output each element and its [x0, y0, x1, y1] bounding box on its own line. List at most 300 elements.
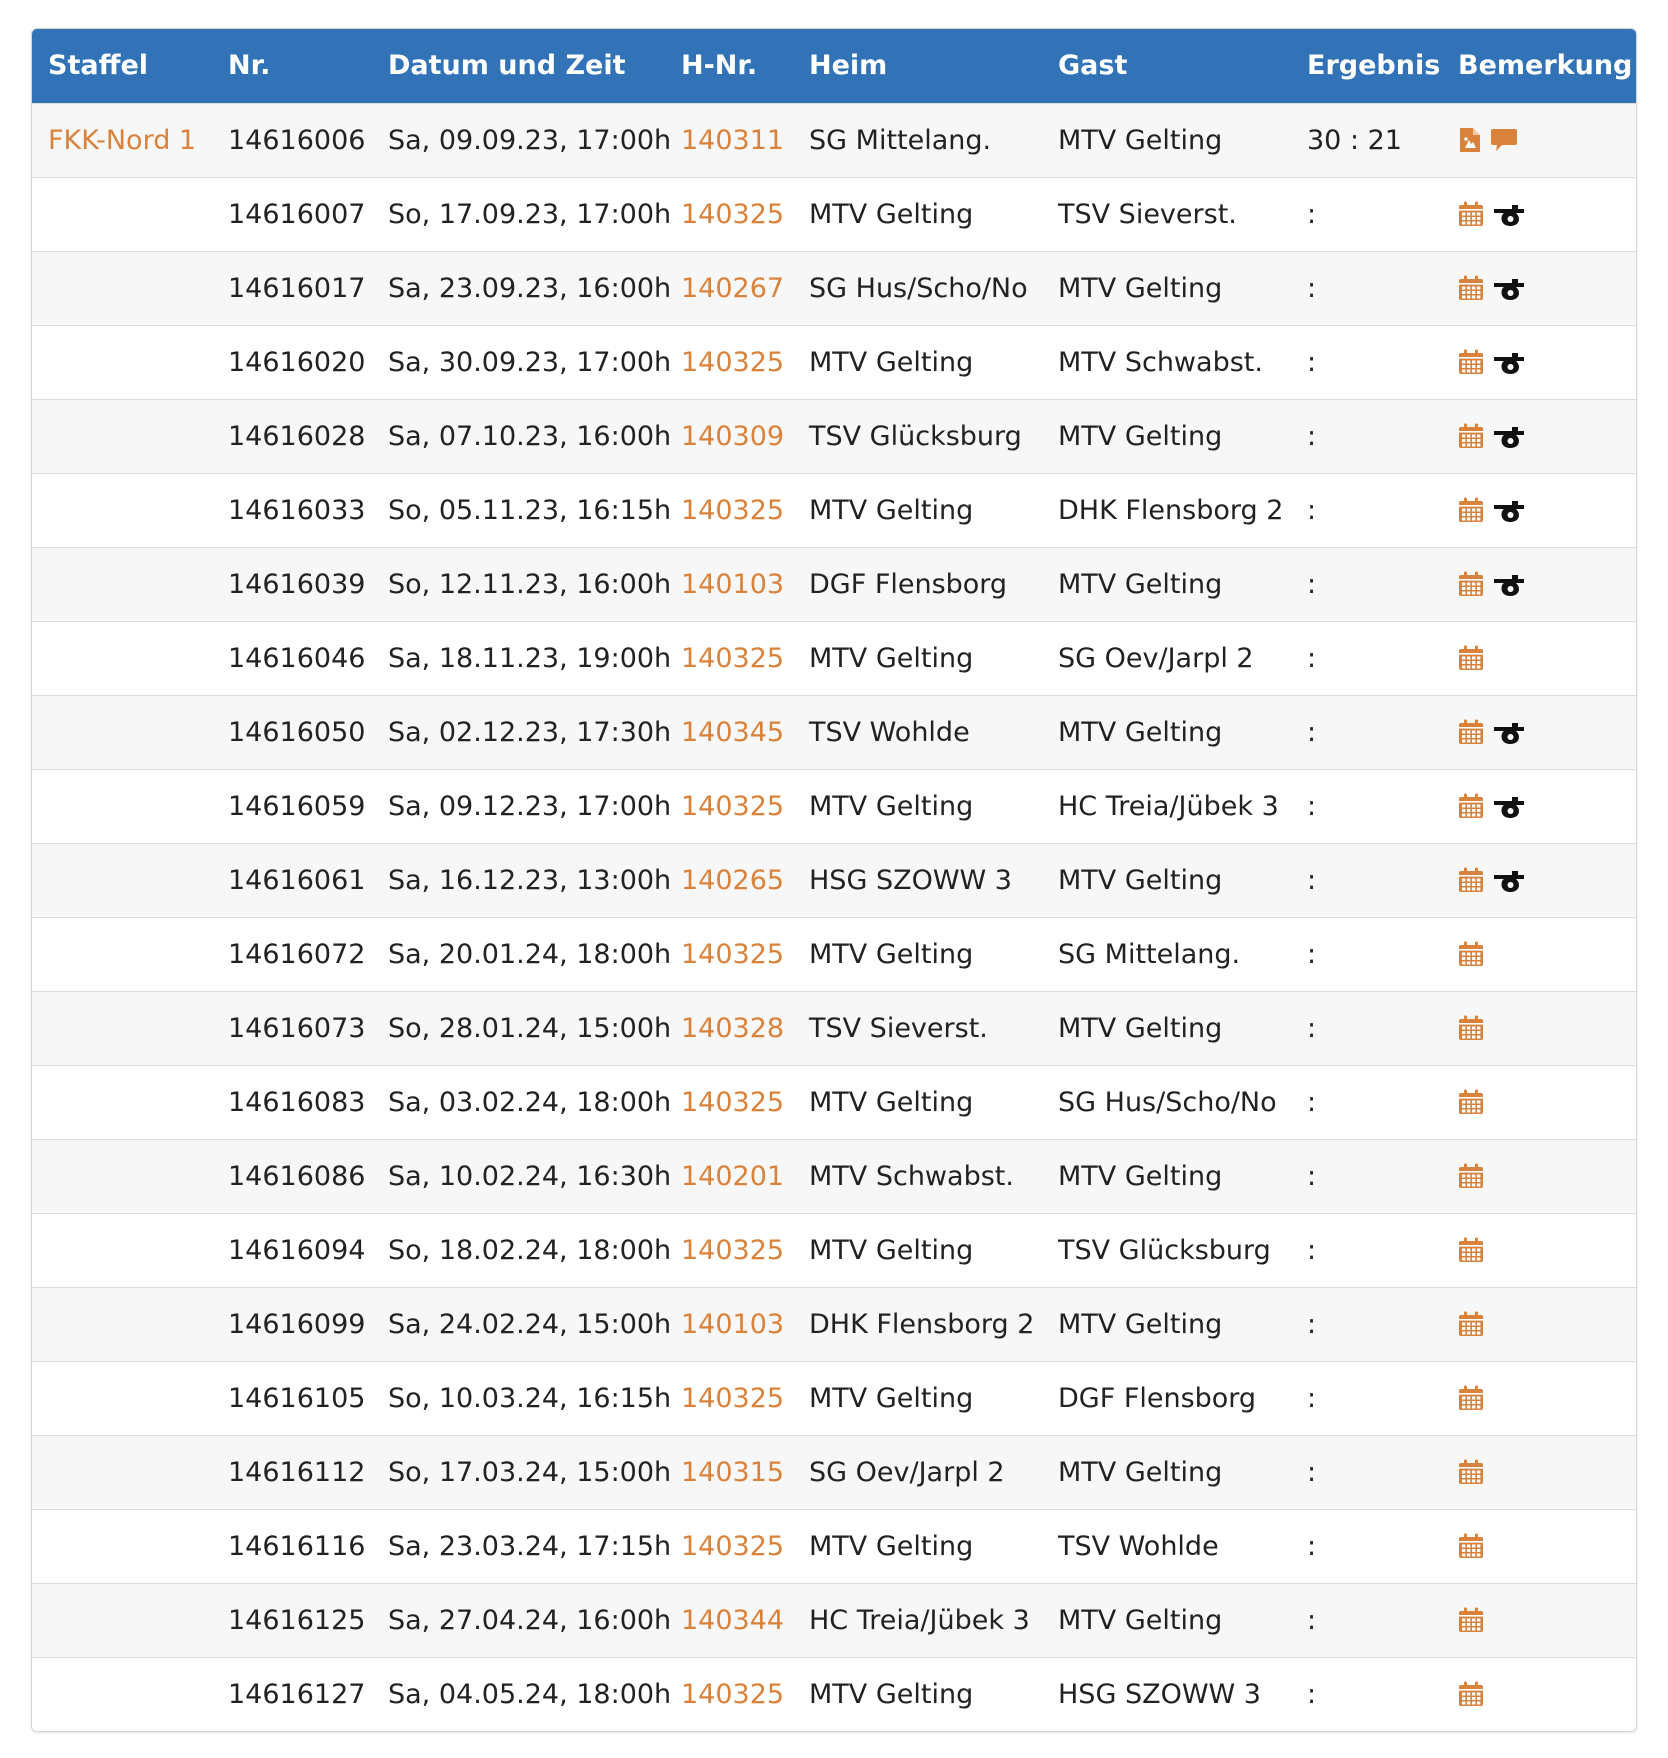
whistle-icon[interactable] [1492, 423, 1526, 449]
cell-nr [212, 547, 372, 621]
calendar-icon[interactable] [1458, 423, 1484, 449]
cell-datum-text: Sa, 23.03.24, 17:15h [388, 1530, 672, 1562]
table-row [32, 103, 1636, 177]
cell-heim [793, 547, 1042, 621]
cell-heim [793, 103, 1042, 177]
cell-gast-text: MTV Gelting [1058, 1160, 1223, 1192]
cell-nr-text: 14616046 [228, 642, 366, 674]
cell-heim [793, 399, 1042, 473]
cell-gast-text: MTV Schwabst. [1058, 346, 1263, 378]
comment-icon[interactable] [1490, 127, 1518, 153]
cell-hnr-text[interactable]: 140325 [681, 1234, 785, 1266]
bemerkung-icons [1458, 719, 1636, 745]
cell-heim [793, 991, 1042, 1065]
cell-heim-text: TSV Glücksburg [809, 420, 1022, 452]
cell-heim-text: TSV Wohlde [809, 716, 970, 748]
cell-nr-text: 14616112 [228, 1456, 366, 1488]
cell-ergebnis [1291, 1657, 1442, 1731]
cell-ergebnis [1291, 1213, 1442, 1287]
calendar-icon[interactable] [1458, 941, 1484, 967]
cell-hnr [665, 991, 793, 1065]
cell-datum-text: Sa, 09.12.23, 17:00h [388, 790, 672, 822]
cell-nr [212, 1287, 372, 1361]
cell-staffel [32, 325, 212, 399]
cell-datum [372, 1287, 672, 1361]
cell-nr-text: 14616083 [228, 1086, 366, 1118]
calendar-icon[interactable] [1458, 1163, 1484, 1189]
header-gast: Gast [1058, 50, 1128, 82]
calendar-icon[interactable] [1458, 1607, 1484, 1633]
cell-datum-text: Sa, 20.01.24, 18:00h [388, 938, 672, 970]
cell-ergebnis [1291, 1509, 1442, 1583]
cell-hnr-text[interactable]: 140325 [681, 346, 785, 378]
cell-gast [1042, 695, 1291, 769]
cell-datum [372, 1509, 672, 1583]
cell-hnr-text[interactable]: 140311 [681, 124, 785, 156]
whistle-icon[interactable] [1492, 349, 1526, 375]
cell-bemerkung [1442, 1435, 1636, 1509]
cell-bemerkung [1442, 1287, 1636, 1361]
cell-heim [793, 1361, 1042, 1435]
cell-bemerkung [1442, 1509, 1636, 1583]
cell-datum-text: So, 18.02.24, 18:00h [388, 1234, 672, 1266]
cell-gast [1042, 251, 1291, 325]
cell-nr [212, 1509, 372, 1583]
cell-ergebnis [1291, 1583, 1442, 1657]
cell-hnr-text[interactable]: 140325 [681, 198, 785, 230]
cell-heim [793, 177, 1042, 251]
bemerkung-icons [1458, 1311, 1636, 1337]
calendar-icon[interactable] [1458, 1015, 1484, 1041]
table-row [32, 1065, 1636, 1139]
cell-ergebnis [1291, 1065, 1442, 1139]
cell-hnr-text[interactable]: 140345 [681, 716, 785, 748]
cell-datum-text: Sa, 27.04.24, 16:00h [388, 1604, 672, 1636]
header-nr: Nr. [228, 50, 271, 82]
cell-hnr [665, 695, 793, 769]
calendar-icon[interactable] [1458, 1311, 1484, 1337]
cell-heim [793, 769, 1042, 843]
cell-hnr [665, 1657, 793, 1731]
cell-heim-text: MTV Gelting [809, 790, 974, 822]
cell-gast [1042, 1435, 1291, 1509]
cell-ergebnis [1291, 917, 1442, 991]
table-row [32, 547, 1636, 621]
bemerkung-icons [1458, 1385, 1636, 1411]
cell-gast [1042, 1139, 1291, 1213]
cell-gast-text: MTV Gelting [1058, 1456, 1223, 1488]
cell-datum-text: Sa, 04.05.24, 18:00h [388, 1678, 672, 1710]
cell-hnr [665, 1139, 793, 1213]
cell-heim-text: MTV Gelting [809, 346, 974, 378]
cell-gast-text: TSV Sieverst. [1058, 198, 1237, 230]
cell-ergebnis [1291, 1361, 1442, 1435]
cell-staffel [32, 177, 212, 251]
cell-heim [793, 695, 1042, 769]
cell-datum [372, 1361, 672, 1435]
cell-ergebnis [1291, 103, 1442, 177]
cell-bemerkung [1442, 1583, 1636, 1657]
cell-heim-text: HC Treia/Jübek 3 [809, 1604, 1030, 1636]
cell-ergebnis [1291, 177, 1442, 251]
cell-datum-text: So, 17.03.24, 15:00h [388, 1456, 672, 1488]
calendar-icon[interactable] [1458, 275, 1484, 301]
cell-nr [212, 1435, 372, 1509]
cell-gast-text: MTV Gelting [1058, 420, 1223, 452]
cell-datum-text: So, 10.03.24, 16:15h [388, 1382, 672, 1414]
cell-hnr [665, 621, 793, 695]
cell-heim-text: MTV Gelting [809, 1530, 974, 1562]
cell-ergebnis [1291, 547, 1442, 621]
cell-nr-text: 14616094 [228, 1234, 366, 1266]
cell-hnr [665, 325, 793, 399]
cell-heim-text: SG Mittelang. [809, 124, 992, 156]
cell-nr [212, 177, 372, 251]
cell-ergebnis-text: : [1307, 346, 1317, 378]
cell-heim [793, 251, 1042, 325]
cell-hnr-text[interactable]: 140325 [681, 938, 785, 970]
bemerkung-icons [1458, 127, 1636, 153]
cell-gast-text: TSV Glücksburg [1058, 1234, 1271, 1266]
calendar-icon[interactable] [1458, 497, 1484, 523]
cell-gast [1042, 177, 1291, 251]
cell-hnr-text[interactable]: 140325 [681, 494, 785, 526]
cell-bemerkung [1442, 1361, 1636, 1435]
cell-hnr-text[interactable]: 140325 [681, 642, 785, 674]
cell-gast-text: MTV Gelting [1058, 1604, 1223, 1636]
cell-hnr [665, 917, 793, 991]
cell-gast [1042, 399, 1291, 473]
table-row [32, 991, 1636, 1065]
cell-ergebnis-text: : [1307, 1530, 1317, 1562]
calendar-icon[interactable] [1458, 571, 1484, 597]
cell-gast-text: TSV Wohlde [1058, 1530, 1219, 1562]
cell-gast [1042, 1287, 1291, 1361]
cell-nr [212, 843, 372, 917]
table-row [32, 769, 1636, 843]
cell-staffel [32, 695, 212, 769]
cell-ergebnis [1291, 399, 1442, 473]
cell-heim [793, 1287, 1042, 1361]
table-row [32, 1657, 1636, 1731]
cell-ergebnis [1291, 1139, 1442, 1213]
bemerkung-icons [1458, 1163, 1636, 1189]
cell-staffel [32, 547, 212, 621]
cell-hnr-text[interactable]: 140325 [681, 1086, 785, 1118]
cell-datum [372, 917, 672, 991]
bemerkung-icons [1458, 941, 1636, 967]
cell-bemerkung [1442, 917, 1636, 991]
cell-nr-text: 14616020 [228, 346, 366, 378]
cell-nr-text: 14616059 [228, 790, 366, 822]
bemerkung-icons [1458, 1607, 1636, 1633]
table-header-row [32, 29, 1636, 103]
bemerkung-icons [1458, 275, 1636, 301]
calendar-icon[interactable] [1458, 645, 1484, 671]
cell-staffel [32, 1139, 212, 1213]
cell-staffel [32, 1435, 212, 1509]
header-datum: Datum und Zeit [388, 50, 626, 82]
cell-gast-text: MTV Gelting [1058, 124, 1223, 156]
cell-datum [372, 103, 672, 177]
cell-nr [212, 1361, 372, 1435]
bemerkung-icons [1458, 867, 1636, 893]
table-row [32, 1583, 1636, 1657]
bemerkung-icons [1458, 1459, 1636, 1485]
calendar-icon[interactable] [1458, 1089, 1484, 1115]
cell-ergebnis-text: : [1307, 790, 1317, 822]
cell-staffel [32, 1065, 212, 1139]
cell-nr-text: 14616033 [228, 494, 366, 526]
cell-gast [1042, 1065, 1291, 1139]
cell-heim [793, 1657, 1042, 1731]
cell-nr [212, 991, 372, 1065]
cell-gast [1042, 917, 1291, 991]
cell-heim [793, 1139, 1042, 1213]
cell-bemerkung [1442, 547, 1636, 621]
cell-hnr-text[interactable]: 140309 [681, 420, 785, 452]
calendar-icon[interactable] [1458, 1681, 1484, 1707]
cell-hnr [665, 1361, 793, 1435]
header-hnr: H-Nr. [681, 50, 758, 82]
cell-nr-text: 14616017 [228, 272, 366, 304]
calendar-icon[interactable] [1458, 867, 1484, 893]
bemerkung-icons [1458, 1089, 1636, 1115]
cell-hnr-text[interactable]: 140325 [681, 790, 785, 822]
table-row [32, 1509, 1636, 1583]
cell-datum [372, 547, 672, 621]
cell-ergebnis-text: : [1307, 938, 1317, 970]
cell-gast-text: MTV Gelting [1058, 272, 1223, 304]
cell-hnr-text[interactable]: 140325 [681, 1530, 785, 1562]
cell-nr-text: 14616028 [228, 420, 366, 452]
cell-ergebnis-text: : [1307, 1382, 1317, 1414]
whistle-icon[interactable] [1492, 275, 1526, 301]
cell-hnr [665, 103, 793, 177]
cell-nr-text: 14616007 [228, 198, 366, 230]
cell-nr [212, 1213, 372, 1287]
cell-heim [793, 1509, 1042, 1583]
cell-nr-text: 14616050 [228, 716, 366, 748]
calendar-icon[interactable] [1458, 1237, 1484, 1263]
whistle-icon[interactable] [1492, 201, 1526, 227]
cell-datum-text: So, 12.11.23, 16:00h [388, 568, 672, 600]
cell-hnr [665, 177, 793, 251]
cell-ergebnis [1291, 695, 1442, 769]
cell-datum-text: Sa, 02.12.23, 17:30h [388, 716, 672, 748]
cell-staffel [32, 1583, 212, 1657]
whistle-icon[interactable] [1492, 719, 1526, 745]
cell-datum-text: So, 28.01.24, 15:00h [388, 1012, 672, 1044]
cell-hnr-text[interactable]: 140328 [681, 1012, 785, 1044]
cell-gast [1042, 621, 1291, 695]
cell-hnr [665, 251, 793, 325]
cell-hnr-text[interactable]: 140267 [681, 272, 785, 304]
table-row [32, 1139, 1636, 1213]
report-icon[interactable] [1458, 127, 1482, 153]
cell-nr [212, 251, 372, 325]
cell-ergebnis-text: : [1307, 420, 1317, 452]
cell-staffel [32, 621, 212, 695]
cell-ergebnis [1291, 843, 1442, 917]
cell-heim-text: MTV Gelting [809, 1086, 974, 1118]
cell-staffel [32, 1287, 212, 1361]
cell-hnr-text[interactable]: 140325 [681, 1382, 785, 1414]
cell-datum [372, 991, 672, 1065]
cell-gast [1042, 547, 1291, 621]
cell-heim-text: MTV Gelting [809, 198, 974, 230]
cell-datum [372, 251, 672, 325]
cell-bemerkung [1442, 473, 1636, 547]
bemerkung-icons [1458, 793, 1636, 819]
cell-staffel [32, 1509, 212, 1583]
cell-nr [212, 769, 372, 843]
cell-heim-text: MTV Gelting [809, 1678, 974, 1710]
whistle-icon[interactable] [1492, 867, 1526, 893]
calendar-icon[interactable] [1458, 719, 1484, 745]
cell-ergebnis-text: : [1307, 568, 1317, 600]
calendar-icon[interactable] [1458, 201, 1484, 227]
cell-staffel [32, 843, 212, 917]
cell-nr [212, 917, 372, 991]
cell-datum [372, 621, 672, 695]
cell-ergebnis [1291, 473, 1442, 547]
cell-heim [793, 621, 1042, 695]
cell-datum-text: Sa, 03.02.24, 18:00h [388, 1086, 672, 1118]
cell-heim [793, 1583, 1042, 1657]
cell-hnr-text[interactable]: 140315 [681, 1456, 785, 1488]
cell-ergebnis-text: : [1307, 198, 1317, 230]
cell-ergebnis-text: : [1307, 864, 1317, 896]
cell-gast-text: SG Mittelang. [1058, 938, 1241, 970]
cell-hnr [665, 473, 793, 547]
cell-heim [793, 1065, 1042, 1139]
cell-bemerkung [1442, 177, 1636, 251]
cell-datum [372, 325, 672, 399]
cell-nr-text: 14616125 [228, 1604, 366, 1636]
cell-hnr [665, 843, 793, 917]
cell-hnr-text[interactable]: 140344 [681, 1604, 785, 1636]
calendar-icon[interactable] [1458, 793, 1484, 819]
cell-hnr-text[interactable]: 140103 [681, 568, 785, 600]
cell-hnr [665, 769, 793, 843]
cell-ergebnis-text: : [1307, 1456, 1317, 1488]
table-row [32, 917, 1636, 991]
bemerkung-icons [1458, 1015, 1636, 1041]
cell-nr-text: 14616105 [228, 1382, 366, 1414]
cell-ergebnis [1291, 769, 1442, 843]
cell-staffel [32, 103, 212, 177]
cell-ergebnis-text: : [1307, 272, 1317, 304]
bemerkung-icons [1458, 645, 1636, 671]
cell-hnr-text[interactable]: 140103 [681, 1308, 785, 1340]
cell-staffel [32, 1657, 212, 1731]
cell-datum [372, 1657, 672, 1731]
cell-ergebnis-text: : [1307, 642, 1317, 674]
header-heim: Heim [809, 50, 888, 82]
cell-datum [372, 843, 672, 917]
calendar-icon[interactable] [1458, 349, 1484, 375]
cell-heim-text: MTV Gelting [809, 1234, 974, 1266]
cell-heim [793, 917, 1042, 991]
table-row [32, 473, 1636, 547]
cell-gast [1042, 325, 1291, 399]
schedule-table [32, 29, 1636, 1731]
cell-datum-text: So, 05.11.23, 16:15h [388, 494, 672, 526]
calendar-icon[interactable] [1458, 1533, 1484, 1559]
header-staffel: Staffel [48, 50, 149, 82]
cell-ergebnis [1291, 1435, 1442, 1509]
whistle-icon[interactable] [1492, 571, 1526, 597]
cell-bemerkung [1442, 1213, 1636, 1287]
cell-nr-text: 14616086 [228, 1160, 366, 1192]
table-row [32, 1213, 1636, 1287]
cell-heim-text: HSG SZOWW 3 [809, 864, 1012, 896]
cell-gast [1042, 1213, 1291, 1287]
cell-ergebnis-text: : [1307, 494, 1317, 526]
whistle-icon[interactable] [1492, 793, 1526, 819]
table-row [32, 251, 1636, 325]
cell-hnr-text[interactable]: 140265 [681, 864, 785, 896]
cell-datum [372, 1583, 672, 1657]
cell-nr-text: 14616039 [228, 568, 366, 600]
bemerkung-icons [1458, 423, 1636, 449]
table-row [32, 177, 1636, 251]
table-row [32, 1435, 1636, 1509]
cell-staffel [32, 251, 212, 325]
cell-gast-text: DHK Flensborg 2 [1058, 494, 1284, 526]
schedule-table-container [31, 28, 1637, 1732]
cell-hnr [665, 1065, 793, 1139]
calendar-icon[interactable] [1458, 1459, 1484, 1485]
cell-datum-text: Sa, 18.11.23, 19:00h [388, 642, 672, 674]
cell-datum [372, 1139, 672, 1213]
cell-heim-text: MTV Gelting [809, 1382, 974, 1414]
cell-staffel [32, 917, 212, 991]
bemerkung-icons [1458, 1237, 1636, 1263]
cell-staffel [32, 1213, 212, 1287]
cell-datum-text: Sa, 07.10.23, 16:00h [388, 420, 672, 452]
bemerkung-icons [1458, 201, 1636, 227]
cell-ergebnis-text: : [1307, 1604, 1317, 1636]
cell-datum [372, 695, 672, 769]
cell-gast-text: HSG SZOWW 3 [1058, 1678, 1261, 1710]
whistle-icon[interactable] [1492, 497, 1526, 523]
table-body [32, 103, 1636, 1731]
cell-gast [1042, 103, 1291, 177]
bemerkung-icons [1458, 571, 1636, 597]
cell-bemerkung [1442, 695, 1636, 769]
cell-heim-text: MTV Gelting [809, 938, 974, 970]
cell-hnr [665, 1583, 793, 1657]
cell-gast [1042, 991, 1291, 1065]
cell-hnr-text[interactable]: 140201 [681, 1160, 785, 1192]
cell-nr [212, 399, 372, 473]
cell-staffel [32, 991, 212, 1065]
cell-gast-text: MTV Gelting [1058, 1308, 1223, 1340]
cell-heim-text: TSV Sieverst. [809, 1012, 988, 1044]
cell-bemerkung [1442, 251, 1636, 325]
cell-hnr-text[interactable]: 140325 [681, 1678, 785, 1710]
calendar-icon[interactable] [1458, 1385, 1484, 1411]
cell-staffel-text[interactable]: FKK-Nord 1 [48, 124, 197, 156]
cell-staffel [32, 769, 212, 843]
cell-heim-text: DHK Flensborg 2 [809, 1308, 1035, 1340]
cell-bemerkung [1442, 103, 1636, 177]
cell-heim [793, 473, 1042, 547]
cell-nr-text: 14616127 [228, 1678, 366, 1710]
table-row [32, 399, 1636, 473]
